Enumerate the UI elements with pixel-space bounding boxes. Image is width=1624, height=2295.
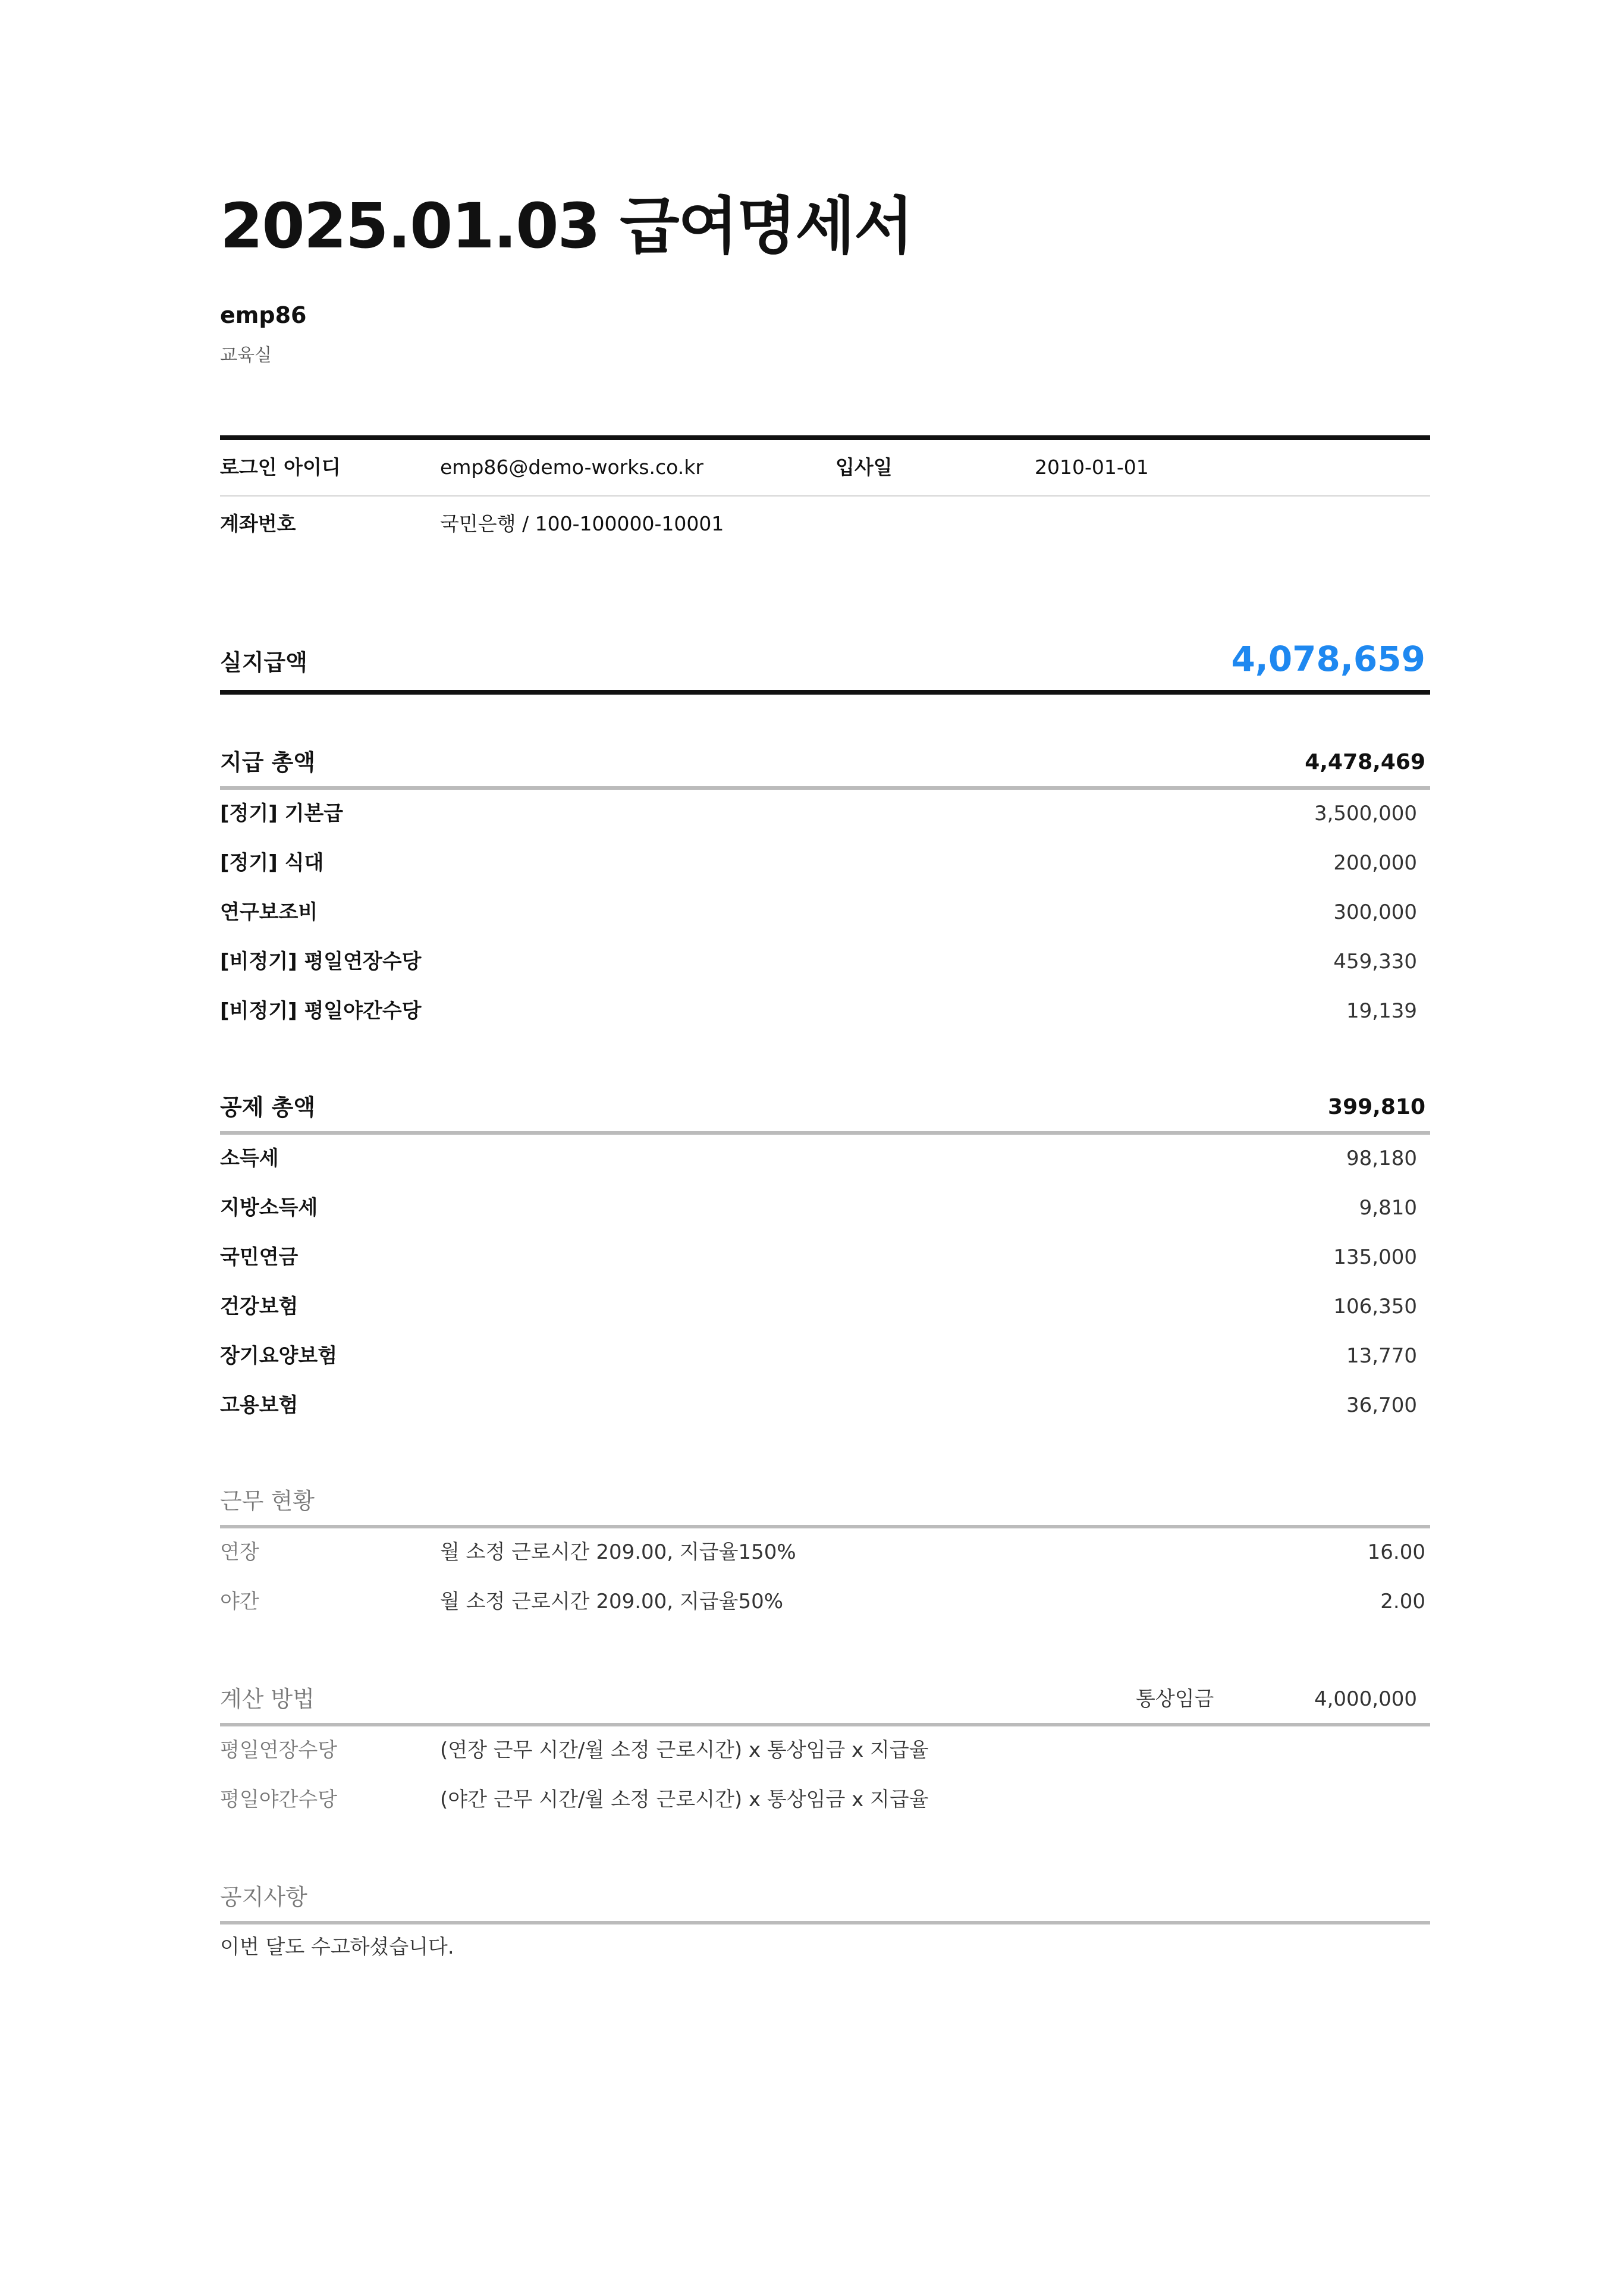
calculation-label: 계산 방법 [220,1686,315,1712]
item-name: 고용보험 [220,1393,299,1417]
item-name: [비정기] 평일연장수당 [220,950,422,974]
work-type: 연장 [220,1540,259,1564]
payments-section [220,743,1430,1037]
account-label: 계좌번호 [220,512,296,535]
list-item [220,1135,1430,1184]
item-value: 200,000 [1333,851,1417,875]
item-value: 3,500,000 [1314,802,1417,825]
notice-row [220,1924,1430,1974]
list-item [220,1528,1430,1578]
list-item [220,790,1430,839]
employee-name: emp86 [220,302,307,328]
payments-total-label: 지급 총액 [220,749,316,776]
list-item [220,938,1430,987]
item-name: 장기요양보험 [220,1344,338,1368]
list-item [220,1184,1430,1233]
join-date-label: 입사일 [835,456,893,479]
login-value: emp86@demo-works.co.kr [440,456,703,479]
work-type: 야간 [220,1590,259,1613]
item-name: [정기] 기본급 [220,802,344,825]
login-label: 로그인 아이디 [220,456,341,479]
item-value: 106,350 [1333,1295,1417,1318]
list-item [220,1726,1430,1776]
item-name: 국민연금 [220,1245,299,1269]
work-hours: 16.00 [1367,1540,1425,1564]
allowance-name: 평일야간수당 [220,1788,338,1811]
list-item [220,839,1430,889]
allowance-formula: (야간 근무 시간/월 소정 근로시간) x 통상임금 x 지급율 [440,1788,929,1811]
allowance-name: 평일연장수당 [220,1738,338,1762]
info-row-login [220,440,1430,497]
deductions-header [220,1088,1430,1135]
work-status-header [220,1482,1430,1528]
deductions-section [220,1088,1430,1431]
payments-total-value: 4,478,469 [1305,750,1425,774]
allowance-formula: (연장 근무 시간/월 소정 근로시간) x 통상임금 x 지급율 [440,1738,929,1762]
work-status-label: 근무 현황 [220,1488,315,1514]
net-pay-label: 실지급액 [220,649,307,676]
notice-text: 이번 달도 수고하셨습니다. [220,1935,454,1959]
ordinary-wage-label: 통상임금 [1136,1687,1214,1711]
item-name: 지방소득세 [220,1196,318,1220]
item-value: 13,770 [1346,1344,1417,1368]
item-value: 300,000 [1333,900,1417,924]
list-item [220,1382,1430,1431]
item-name: [정기] 식대 [220,851,324,875]
employee-info-table [220,435,1430,551]
item-name: [비정기] 평일야간수당 [220,999,422,1023]
item-value: 98,180 [1346,1147,1417,1170]
payments-header [220,743,1430,790]
list-item [220,1578,1430,1627]
notice-header [220,1878,1430,1924]
net-pay-value: 4,078,659 [1231,639,1425,679]
work-hours: 2.00 [1380,1590,1425,1613]
list-item [220,1332,1430,1382]
info-row-account [220,497,1430,551]
list-item [220,987,1430,1037]
item-value: 135,000 [1333,1245,1417,1269]
ordinary-wage-value: 4,000,000 [1314,1687,1417,1711]
item-name: 건강보험 [220,1295,299,1318]
list-item [220,1233,1430,1283]
account-value: 국민은행 / 100-100000-10001 [440,512,724,535]
net-pay-row [220,636,1430,695]
work-description: 월 소정 근로시간 209.00, 지급율50% [440,1590,784,1613]
employee-department: 교육실 [220,345,272,366]
item-value: 36,700 [1346,1393,1417,1417]
list-item [220,1776,1430,1825]
item-value: 19,139 [1346,999,1417,1023]
deductions-total-value: 399,810 [1328,1095,1425,1119]
notice-section [220,1878,1430,1974]
item-name: 연구보조비 [220,900,318,924]
list-item [220,1283,1430,1332]
notice-label: 공지사항 [220,1884,307,1910]
item-value: 459,330 [1333,950,1417,974]
work-status-section [220,1482,1430,1627]
work-description: 월 소정 근로시간 209.00, 지급율150% [440,1540,796,1564]
calculation-section [220,1680,1430,1825]
calculation-header [220,1680,1430,1726]
item-value: 9,810 [1359,1196,1417,1220]
deductions-total-label: 공제 총액 [220,1094,316,1120]
item-name: 소득세 [220,1147,279,1170]
list-item [220,889,1430,938]
page-title: 2025.01.03 급여명세서 [220,190,913,262]
join-date-value: 2010-01-01 [1035,456,1149,479]
